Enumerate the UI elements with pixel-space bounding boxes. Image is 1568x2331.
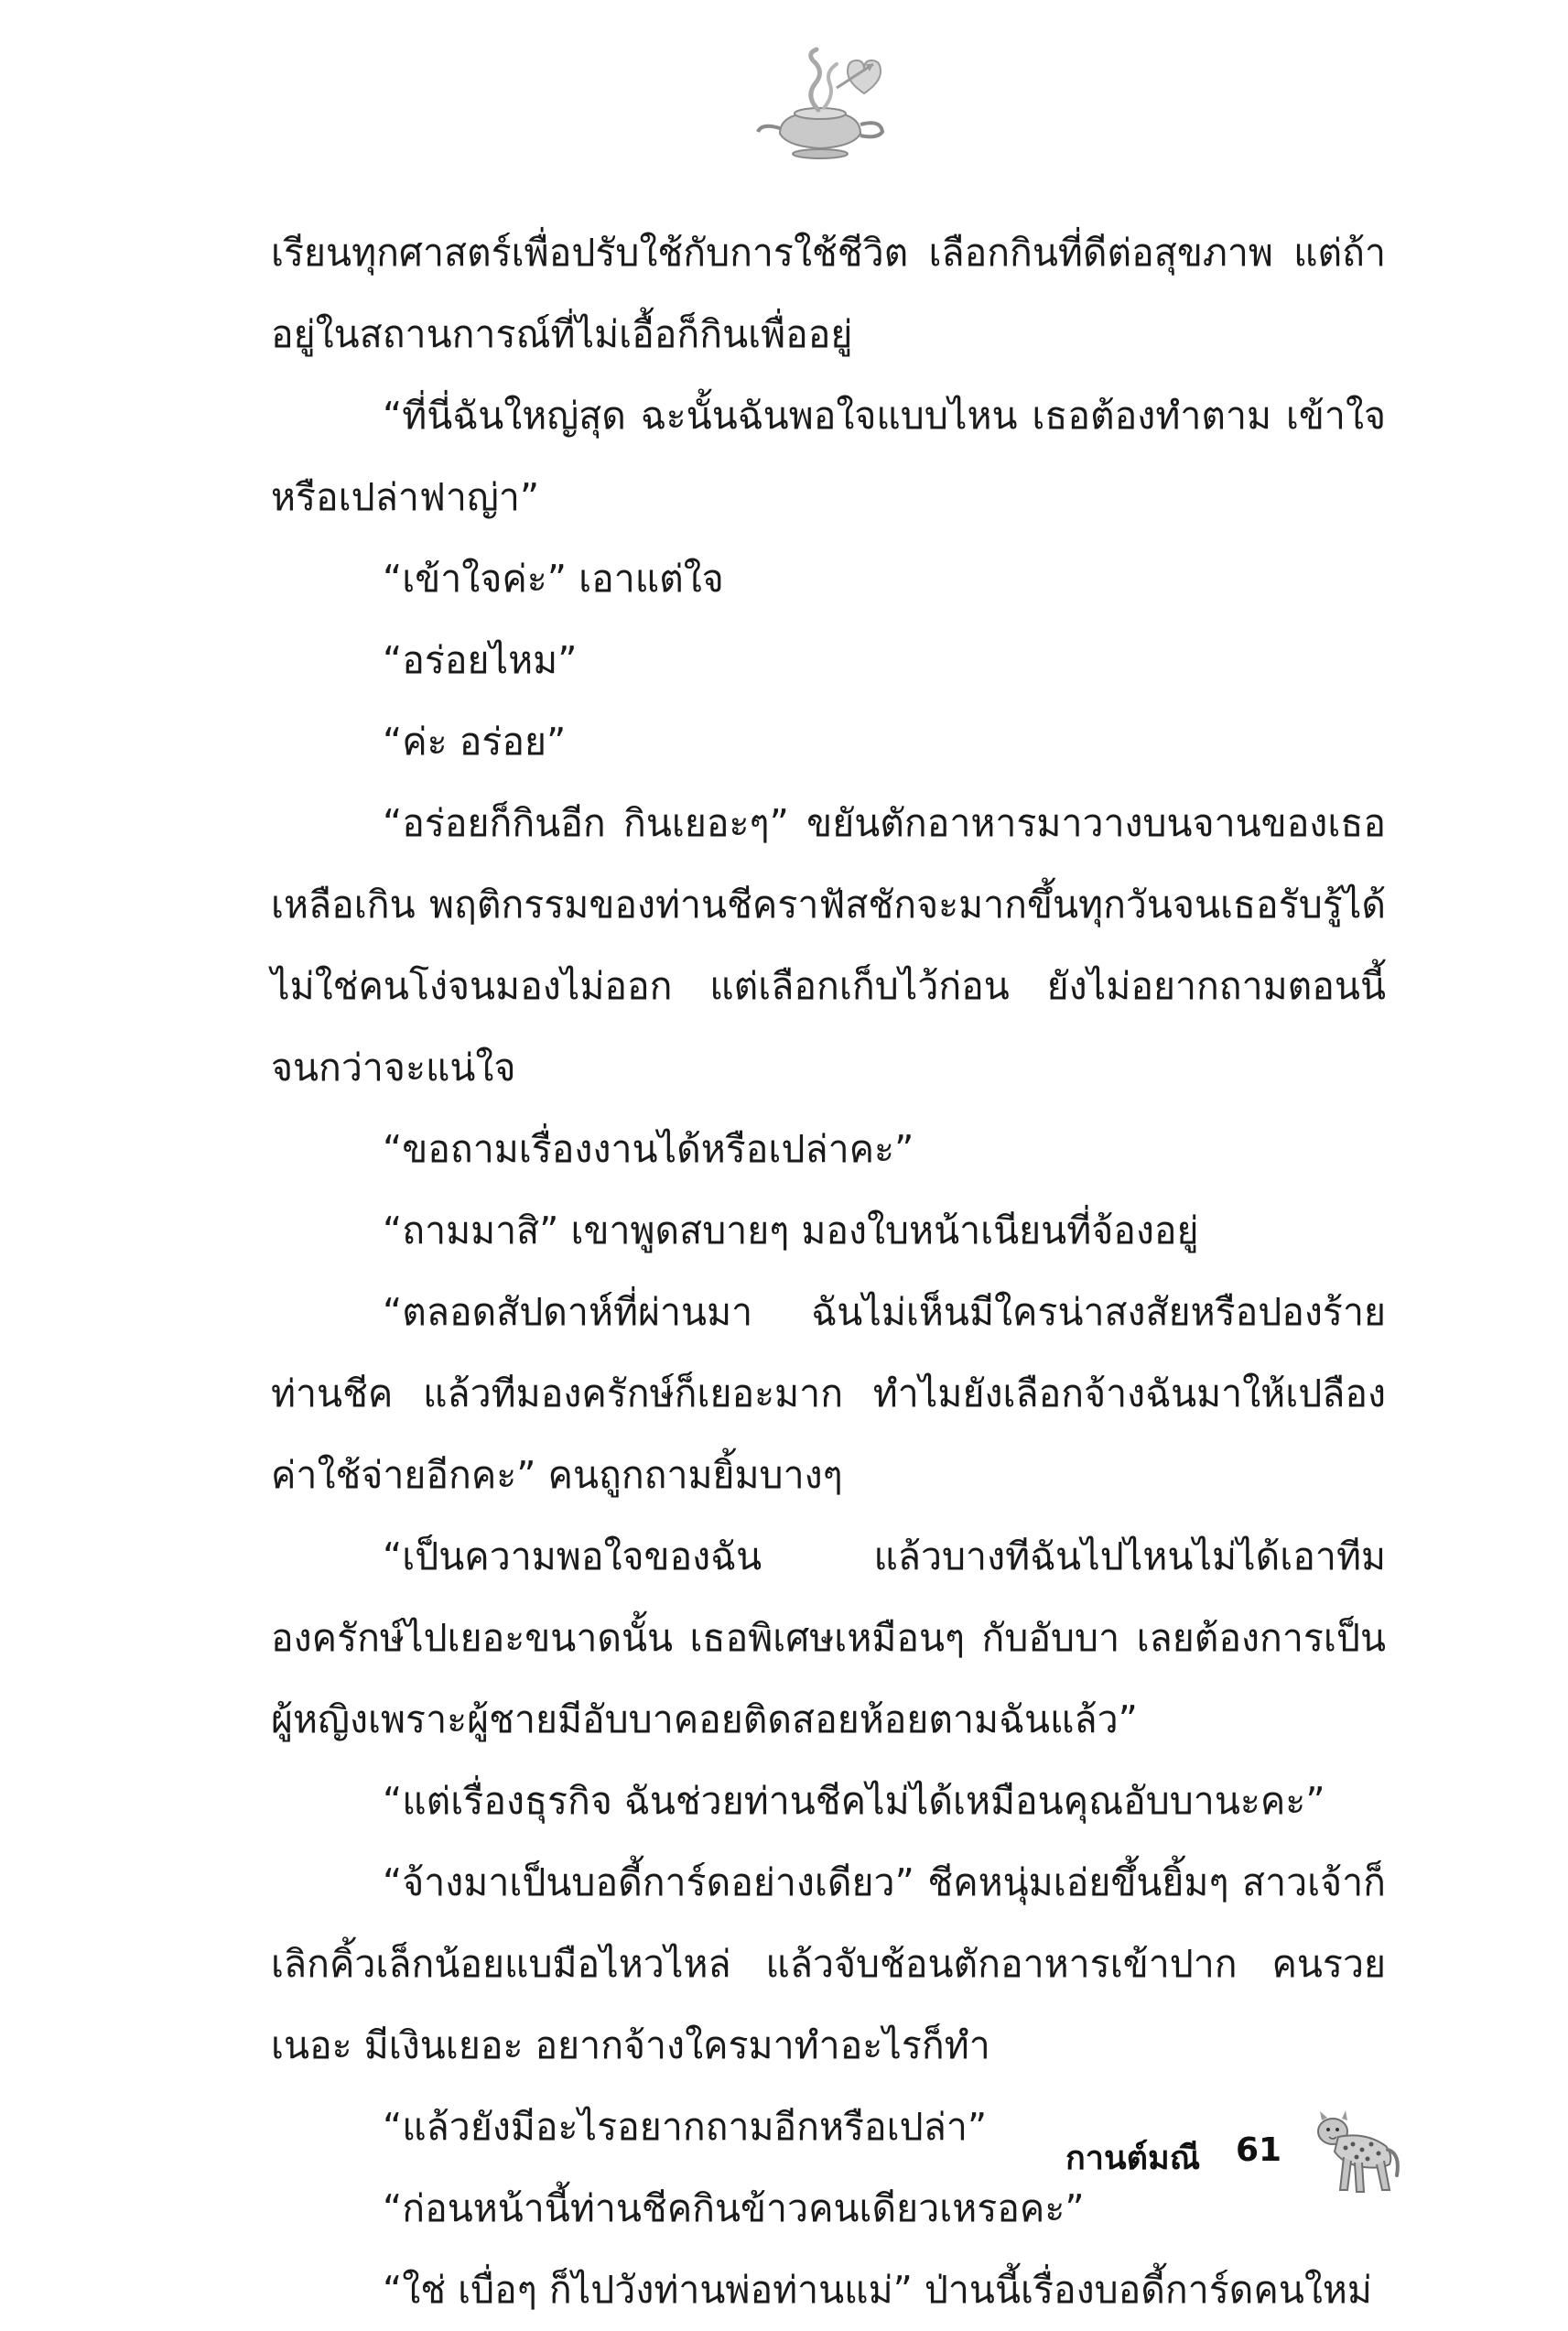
teapot-genie-icon	[752, 44, 890, 163]
page-footer	[1062, 2106, 1410, 2206]
body-text	[271, 212, 1386, 2331]
cheetah-icon	[1302, 2106, 1402, 2197]
paragraph: “อร่อยก็กินอีก กินเยอะๆ” ขยันตักอาหารมาวางบนจานของเธอเหลือเกิน พฤติกรรมของท่านชีคราฟัสชักจะมากขึ้นทุกวันจนเธอรับรู้ได้ ไม่ใช่คนโง่จนมองไม่ออก แต่เลือกเก็บไว้ก่อน ยังไม่อยากถามตอนนี้ จนกว่าจะแน่ใจ	[271, 801, 1386, 1090]
paragraph: “เข้าใจค่ะ” เอาแต่ใจ	[383, 557, 724, 601]
paragraph: เรียนทุกศาสตร์เพื่อปรับใช้กับการใช้ชีวิต เลือกกินที่ดีต่อสุขภาพ แต่ถ้าอยู่ในสถานการณ์ที่ไม่เอื้อก็กินเพื่ออยู่	[271, 231, 1386, 356]
footer-title: กานต์มณี	[1065, 2140, 1201, 2177]
paragraph: “จ้างมาเป็นบอดี้การ์ดอย่างเดียว” ชีคหนุ่มเอ่ยขึ้นยิ้มๆ สาวเจ้าก็เลิกคิ้วเล็กน้อยแบมือไหวไหล่ แล้วจับช้อนตักอาหารเข้าปาก คนรวยเนอะ มีเงินเยอะ อยากจ้างใครมาทำอะไรก็ทำ	[271, 1860, 1386, 2067]
paragraph: “ใช่ เบื่อๆ ก็ไปวังท่านพ่อท่านแม่” ป่านนี้เรื่องบอดี้การ์ดคนใหม่	[383, 2268, 1372, 2312]
paragraph: “ตลอดสัปดาห์ที่ผ่านมา ฉันไม่เห็นมีใครน่าสงสัยหรือปองร้ายท่านชีค แล้วทีมองครักษ์ก็เยอะมาก ทำไมยังเลือกจ้างฉันมาให้เปลืองค่าใช้จ่ายอีกคะ” คนถูกถามยิ้มบางๆ	[271, 1290, 1386, 1497]
paragraph: “ขอถามเรื่องงานได้หรือเปล่าคะ”	[383, 1127, 914, 1171]
paragraph: “แต่เรื่องธุรกิจ ฉันช่วยท่านชีคไม่ได้เหมือนคุณอับบานะคะ”	[383, 1779, 1325, 1823]
paragraph: “ค่ะ อร่อย”	[383, 720, 567, 764]
paragraph: “ก่อนหน้านี้ท่านชีคกินข้าวคนเดียวเหรอคะ”	[383, 2186, 1085, 2230]
paragraph: “เป็นความพอใจของฉัน แล้วบางทีฉันไปไหนไม่ได้เอาทีมองครักษ์ไปเยอะขนาดนั้น เธอพิเศษเหมือนๆ กับอับบา เลยต้องการเป็นผู้หญิงเพราะผู้ชายมีอับบาคอยติดสอยห้อยตามฉันแล้ว”	[271, 1534, 1386, 1741]
paragraph: “อร่อยไหม”	[383, 638, 578, 682]
paragraph: “ที่นี่ฉันใหญ่สุด ฉะนั้นฉันพอใจแบบไหน เธอต้องทำตาม เข้าใจหรือเปล่าฟาญ่า”	[271, 394, 1386, 519]
paragraph: “ถามมาสิ” เขาพูดสบายๆ มองใบหน้าเนียนที่จ้องอยู่	[383, 1209, 1199, 1252]
paragraph: “แล้วยังมีอะไรอยากถามอีกหรือเปล่า”	[383, 2105, 988, 2149]
page-number: 61	[1236, 2131, 1282, 2169]
